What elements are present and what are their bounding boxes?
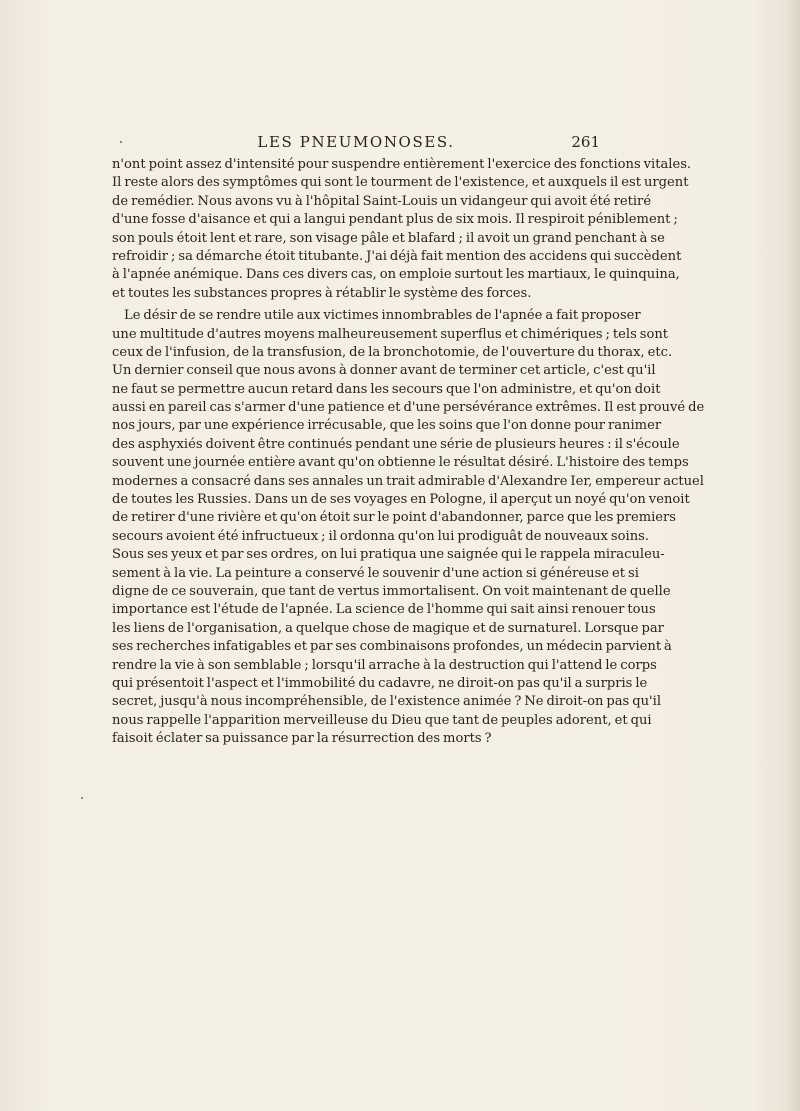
text-line: n'ont point assez d'intensité pour suspendre entièrement l'exercice des fonctions vitales.: [112, 157, 692, 172]
text-line: ceux de l'infusion, de la transfusion, de la bronchotomie, de l'ouverture du thorax, etc.: [112, 344, 673, 360]
text-line: Un dernier conseil que nous avons à donner avant de terminer cet article, c'est qu'il: [112, 363, 656, 379]
text-line: de toutes les Russies. Dans un de ses voyages en Pologne, il aperçut un noyé qu'on venoit: [112, 492, 690, 508]
text-line: secret, jusqu'à nous incompréhensible, de l'existence animée ? Ne diroit-on pas qu'il: [112, 694, 662, 710]
ink-speck: [81, 797, 83, 799]
text-line: une multitude d'autres moyens malheureusement superflus et chimériques ; tels sont: [112, 326, 669, 342]
running-title: LES PNEUMONOSES.: [257, 133, 455, 151]
text-line: ne faut se permettre aucun retard dans les secours que l'on administre, et qu'on doit: [112, 381, 661, 397]
text-line: faisoit éclater sa puissance par la résurrection des morts ?: [112, 731, 492, 747]
text-line: Il reste alors des symptômes qui sont le tourment de l'existence, et auxquels il est urgent: [112, 175, 689, 191]
text-line: à l'apnée anémique. Dans ces divers cas, on emploie surtout les martiaux, le quinquina,: [112, 267, 680, 283]
text-line: nos jours, par une expérience irrécusable, que les soins que l'on donne pour ranimer: [112, 418, 662, 434]
text-line: de remédier. Nous avons vu à l'hôpital Saint-Louis un vidangeur qui avoit été retiré: [112, 193, 652, 209]
text-line: son pouls étoit lent et rare, son visage pâle et blafard ; il avoit un grand penchant à se: [112, 230, 665, 246]
text-line: Sous ses yeux et par ses ordres, on lui pratiqua une saignée qui le rappela miraculeu-: [112, 547, 665, 563]
text-line: nous rappelle l'apparition merveilleuse du Dieu que tant de peuples adorent, et qui: [112, 712, 652, 728]
running-header: [112, 133, 600, 155]
text-line: secours avoient été infructueux ; il ordonna qu'on lui prodiguât de nouveaux soins.: [112, 528, 650, 544]
text-line: rendre la vie à son semblable ; lorsqu'il arrache à la destruction qui l'attend le corps: [112, 657, 657, 673]
text-line: sement à la vie. La peinture a conservé le souvenir d'une action si généreuse et si: [112, 565, 639, 581]
paragraph: [112, 156, 692, 303]
text-line: souvent une journée entière avant qu'on obtienne le résultat désiré. L'histoire des temps: [112, 455, 689, 471]
text-line: Le désir de se rendre utile aux victimes innombrables de l'apnée a fait proposer: [124, 308, 641, 324]
text-line: qui présentoit l'aspect et l'immobilité du cadavre, ne diroit-on pas qu'il a surpris le: [112, 675, 648, 691]
text-line: de retirer d'une rivière et qu'on étoit sur le point d'abandonner, parce que les premiers: [112, 510, 677, 526]
text-line: des asphyxiés doivent être continués pendant une série de plusieurs heures : il s'écoule: [112, 436, 680, 452]
text-line: importance est l'étude de l'apnée. La science de l'homme qui sait ainsi renouer tous: [112, 602, 656, 618]
paragraph: [112, 307, 705, 748]
text-line: ses recherches infatigables et par ses combinaisons profondes, un médecin parvient à: [112, 639, 672, 655]
page-number: 261: [571, 133, 600, 151]
text-line: digne de ce souverain, que tant de vertus immortalisent. On voit maintenant de quelle: [112, 583, 671, 599]
body-text: [112, 156, 705, 749]
text-line: d'une fosse d'aisance et qui a langui pendant plus de six mois. Il respiroit péniblement ;: [112, 212, 678, 228]
text-line: aussi en pareil cas s'armer d'une patience et d'une persévérance extrêmes. Il est prouvé de: [112, 400, 705, 416]
page-edge-shadow: [786, 0, 800, 1111]
text-line: refroidir ; sa démarche étoit titubante. J'ai déjà fait mention des accidens qui succèdent: [112, 248, 682, 264]
text-line: les liens de l'organisation, a quelque chose de magique et de surnaturel. Lorsque par: [112, 620, 664, 636]
text-line: modernes a consacré dans ses annales un trait admirable d'Alexandre Ier, empereur actuel: [112, 473, 704, 489]
text-line: et toutes les substances propres à rétablir le système des forces.: [112, 285, 532, 301]
